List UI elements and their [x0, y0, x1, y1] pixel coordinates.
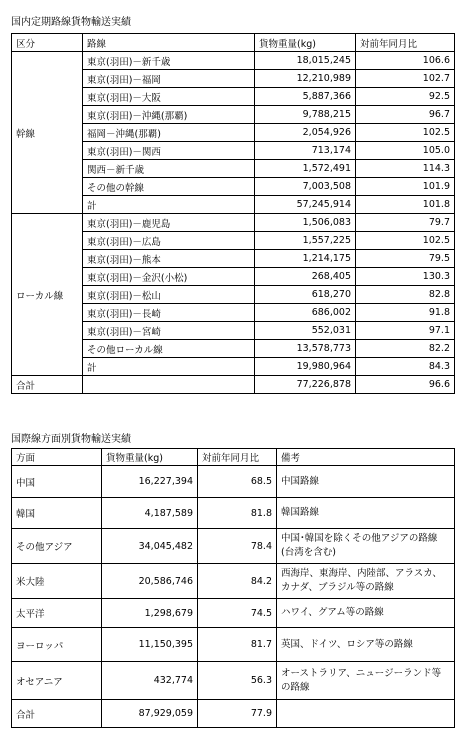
- note-cell: 中国･韓国を除くその他アジアの路線(台湾を含む): [277, 529, 455, 564]
- weight-cell: 4,187,589: [102, 498, 198, 529]
- header-row: [12, 449, 455, 466]
- ratio-cell: 97.1: [356, 322, 455, 340]
- ratio-cell: 84.3: [356, 358, 455, 376]
- region-cell: 中国: [12, 466, 102, 498]
- total-weight: 77,226,878: [255, 376, 356, 394]
- total-ratio: 96.6: [356, 376, 455, 394]
- total-label: 合計: [12, 700, 102, 728]
- route-cell: 東京(羽田)－関西: [83, 142, 255, 160]
- total-row: [12, 376, 455, 394]
- ratio-cell: 68.5: [198, 466, 277, 498]
- region-cell: 韓国: [12, 498, 102, 529]
- weight-cell: 713,174: [255, 142, 356, 160]
- region-cell: 太平洋: [12, 599, 102, 628]
- weight-cell: 2,054,926: [255, 124, 356, 142]
- weight-cell: 686,002: [255, 304, 356, 322]
- total-row: [12, 700, 455, 728]
- category-label: ローカル線: [12, 214, 83, 376]
- region-cell: オセアニア: [12, 662, 102, 700]
- table-row: [12, 599, 455, 628]
- route-cell: 計: [83, 196, 255, 214]
- table-row: [12, 52, 455, 70]
- region-cell: その他アジア: [12, 529, 102, 564]
- table-row: [12, 466, 455, 498]
- international-title: 国際線方面別貨物輸送実績: [11, 434, 131, 445]
- region-header: 方面: [12, 449, 102, 466]
- total-ratio: 77.9: [198, 700, 277, 728]
- weight-cell: 1,506,083: [255, 214, 356, 232]
- international-table: [11, 448, 455, 728]
- ratio-cell: 102.7: [356, 70, 455, 88]
- weight-cell: 1,214,175: [255, 250, 356, 268]
- weight-cell: 20,586,746: [102, 564, 198, 599]
- ratio-cell: 91.8: [356, 304, 455, 322]
- ratio-header: 対前年同月比: [356, 34, 455, 52]
- total-note: [277, 700, 455, 728]
- table-row: [12, 529, 455, 564]
- table-row: [12, 628, 455, 662]
- weight-cell: 1,557,225: [255, 232, 356, 250]
- weight-cell: 16,227,394: [102, 466, 198, 498]
- route-cell: 東京(羽田)－大阪: [83, 88, 255, 106]
- table-row: [12, 564, 455, 599]
- weight-cell: 1,572,491: [255, 160, 356, 178]
- domestic-table: [11, 33, 455, 394]
- total-route-cell: [83, 376, 255, 394]
- ratio-cell: 102.5: [356, 232, 455, 250]
- table-row: [12, 662, 455, 700]
- ratio-cell: 82.8: [356, 286, 455, 304]
- weight-cell: 34,045,482: [102, 529, 198, 564]
- ratio-cell: 96.7: [356, 106, 455, 124]
- route-cell: 東京(羽田)－広島: [83, 232, 255, 250]
- weight-header: 貨物重量(kg): [102, 449, 198, 466]
- route-header: 路線: [83, 34, 255, 52]
- table-row: [12, 498, 455, 529]
- weight-cell: 1,298,679: [102, 599, 198, 628]
- ratio-cell: 81.7: [198, 628, 277, 662]
- ratio-cell: 79.5: [356, 250, 455, 268]
- route-cell: その他の幹線: [83, 178, 255, 196]
- weight-cell: 19,980,964: [255, 358, 356, 376]
- region-cell: ヨーロッパ: [12, 628, 102, 662]
- header-row: [12, 34, 455, 52]
- ratio-cell: 130.3: [356, 268, 455, 286]
- route-cell: 関西－新千歳: [83, 160, 255, 178]
- route-cell: 東京(羽田)－宮崎: [83, 322, 255, 340]
- ratio-cell: 114.3: [356, 160, 455, 178]
- ratio-header: 対前年同月比: [198, 449, 277, 466]
- note-cell: 韓国路線: [277, 498, 455, 529]
- note-cell: 英国、ドイツ、ロシア等の路線: [277, 628, 455, 662]
- ratio-cell: 92.5: [356, 88, 455, 106]
- weight-cell: 12,210,989: [255, 70, 356, 88]
- weight-cell: 618,270: [255, 286, 356, 304]
- weight-cell: 432,774: [102, 662, 198, 700]
- ratio-cell: 106.6: [356, 52, 455, 70]
- route-cell: 東京(羽田)－福岡: [83, 70, 255, 88]
- ratio-cell: 78.4: [198, 529, 277, 564]
- route-cell: 東京(羽田)－長崎: [83, 304, 255, 322]
- ratio-cell: 101.9: [356, 178, 455, 196]
- note-cell: 西海岸、東海岸、内陸部、アラスカ、カナダ、ブラジル等の路線: [277, 564, 455, 599]
- weight-cell: 5,887,366: [255, 88, 356, 106]
- ratio-cell: 74.5: [198, 599, 277, 628]
- route-cell: 東京(羽田)－松山: [83, 286, 255, 304]
- ratio-cell: 81.8: [198, 498, 277, 529]
- ratio-cell: 56.3: [198, 662, 277, 700]
- ratio-cell: 101.8: [356, 196, 455, 214]
- note-cell: 中国路線: [277, 466, 455, 498]
- route-cell: その他ローカル線: [83, 340, 255, 358]
- category-label: 幹線: [12, 52, 83, 214]
- route-cell: 東京(羽田)－熊本: [83, 250, 255, 268]
- weight-cell: 268,405: [255, 268, 356, 286]
- category-header: 区分: [12, 34, 83, 52]
- note-cell: ハワイ、グアム等の路線: [277, 599, 455, 628]
- weight-cell: 552,031: [255, 322, 356, 340]
- weight-cell: 57,245,914: [255, 196, 356, 214]
- ratio-cell: 84.2: [198, 564, 277, 599]
- weight-cell: 7,003,508: [255, 178, 356, 196]
- route-cell: 計: [83, 358, 255, 376]
- ratio-cell: 102.5: [356, 124, 455, 142]
- ratio-cell: 82.2: [356, 340, 455, 358]
- region-cell: 米大陸: [12, 564, 102, 599]
- weight-cell: 18,015,245: [255, 52, 356, 70]
- ratio-cell: 105.0: [356, 142, 455, 160]
- route-cell: 福岡－沖縄(那覇): [83, 124, 255, 142]
- total-label: 合計: [12, 376, 83, 394]
- route-cell: 東京(羽田)－金沢(小松): [83, 268, 255, 286]
- weight-header: 貨物重量(kg): [255, 34, 356, 52]
- weight-cell: 13,578,773: [255, 340, 356, 358]
- table-row: [12, 214, 455, 232]
- ratio-cell: 79.7: [356, 214, 455, 232]
- weight-cell: 9,788,215: [255, 106, 356, 124]
- weight-cell: 11,150,395: [102, 628, 198, 662]
- note-header: 備考: [277, 449, 455, 466]
- route-cell: 東京(羽田)－新千歳: [83, 52, 255, 70]
- domestic-title: 国内定期路線貨物輸送実績: [11, 17, 131, 28]
- route-cell: 東京(羽田)－沖縄(那覇): [83, 106, 255, 124]
- route-cell: 東京(羽田)－鹿児島: [83, 214, 255, 232]
- note-cell: オーストラリア、ニュージーランド等の路線: [277, 662, 455, 700]
- total-weight: 87,929,059: [102, 700, 198, 728]
